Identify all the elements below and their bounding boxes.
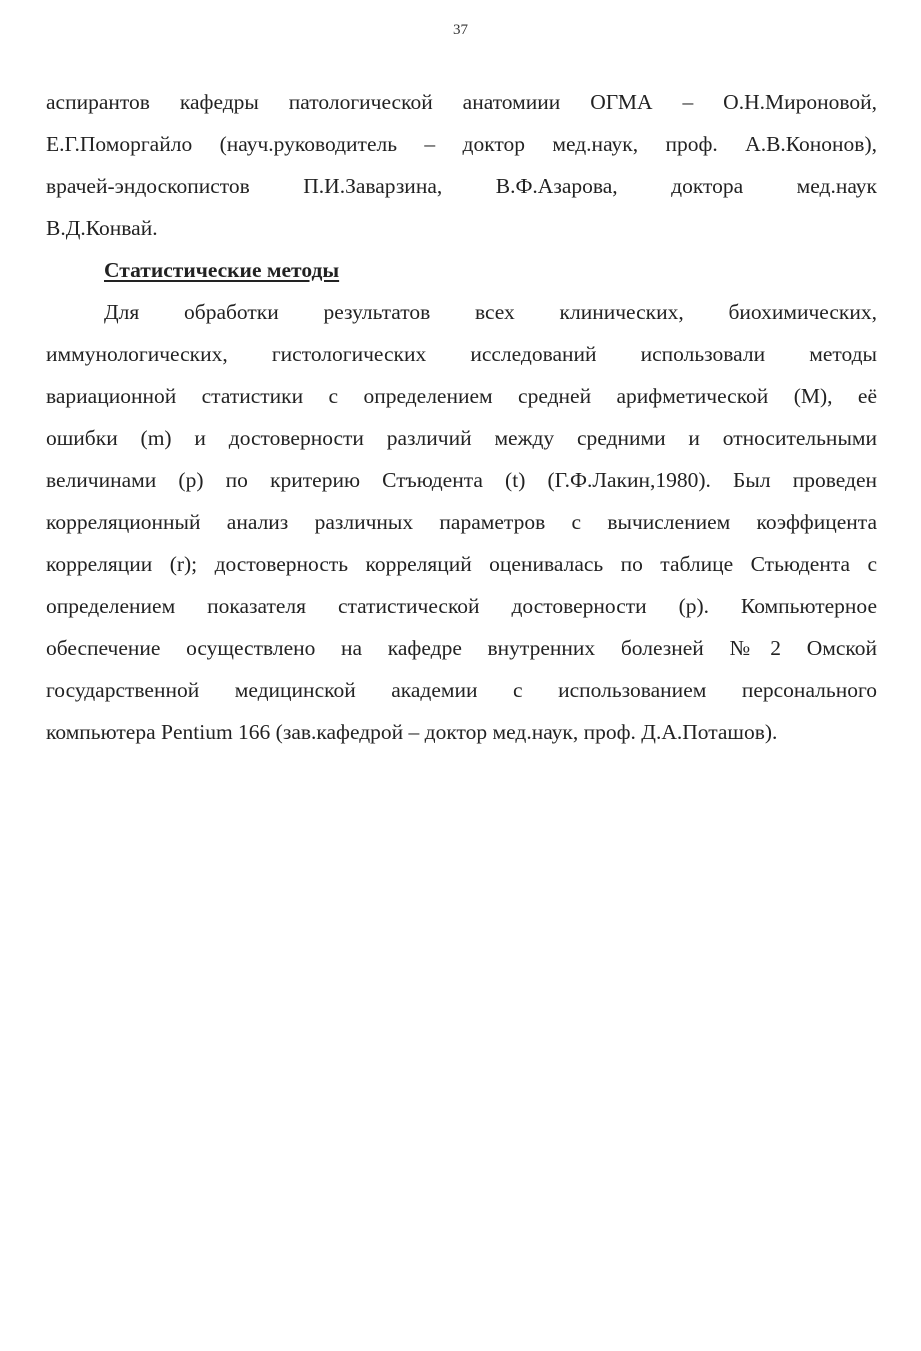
paragraph-line: обеспечение осуществлено на кафедре внутренних болезней №2 Омской (46, 636, 877, 660)
paragraph-line: корреляции (r); достоверность корреляций оценивалась по таблице Стьюдента с (46, 552, 877, 576)
paragraph-line: величинами (p) по критерию Стъюдента (t) (Г.Ф.Лакин,1980). Был проведен (46, 468, 877, 492)
paragraph-line: государственной медицинской академии с использованием персонального (46, 678, 877, 702)
paragraph-line: Е.Г.Поморгайло (науч.руководитель – доктор мед.наук, проф. А.В.Кононов), (46, 132, 877, 156)
statistics-paragraph (46, 291, 877, 753)
continuation-paragraph (46, 81, 877, 249)
paragraph-line: определением показателя статистической достоверности (p). Компьютерное (46, 594, 877, 618)
paragraph-line: корреляционный анализ различных параметров с вычислением коэффицента (46, 510, 877, 534)
paragraph-line: врачей-эндоскопистов П.И.Заварзина, В.Ф.Азарова, доктора мед.наук (46, 174, 877, 198)
paragraph-line: В.Д.Конвай. (46, 216, 158, 240)
paragraph-line: иммунологических, гистологических исследований использовали методы (46, 342, 877, 366)
paragraph-line: аспирантов кафедры патологической анатомиии ОГМА – О.Н.Мироновой, (46, 90, 877, 114)
page-number: 37 (453, 22, 468, 38)
paragraph-line: ошибки (m) и достоверности различий между средними и относительными (46, 426, 877, 450)
paragraph-line: вариационной статистики с определением средней арифметической (М), её (46, 384, 877, 408)
paragraph-line: Для обработки результатов всех клинических, биохимических, (104, 300, 877, 324)
section-heading: Статистические методы (104, 258, 340, 282)
paragraph-line: компьютера Pentium 166 (зав.кафедрой – доктор мед.наук, проф. Д.А.Поташов). (46, 720, 778, 744)
